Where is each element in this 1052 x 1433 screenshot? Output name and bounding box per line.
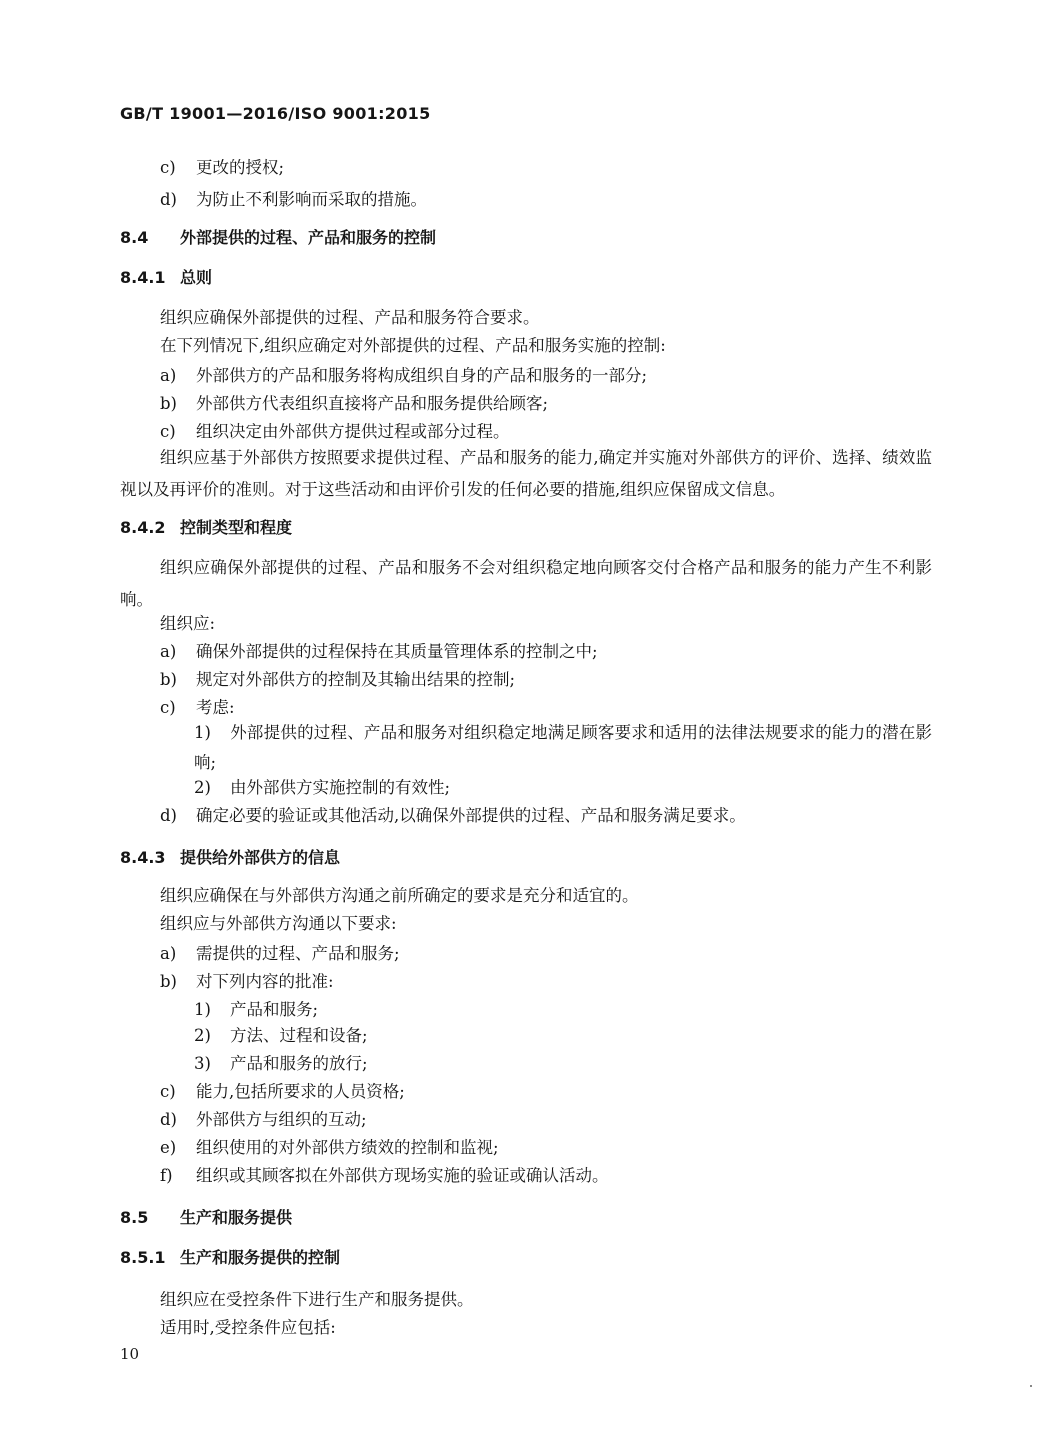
list-item bbox=[160, 1164, 609, 1188]
page-number: 10 bbox=[120, 1345, 140, 1363]
paragraph: 组织应与外部供方沟通以下要求: bbox=[160, 914, 397, 933]
section-heading-8-4-1 bbox=[120, 266, 212, 290]
list-text: 确保外部提供的过程保持在其质量管理体系的控制之中; bbox=[196, 642, 598, 661]
list-item bbox=[160, 942, 400, 966]
paragraph: 组织应: bbox=[160, 614, 216, 633]
document-header: GB/T 19001—2016/ISO 9001:2015 bbox=[120, 104, 431, 123]
list-marker: f) bbox=[160, 1166, 173, 1185]
list-item bbox=[160, 420, 510, 444]
list-item bbox=[160, 668, 515, 692]
list-text: 外部供方代表组织直接将产品和服务提供给顾客; bbox=[196, 394, 549, 413]
section-title: 控制类型和程度 bbox=[180, 518, 293, 537]
list-text: 规定对外部供方的控制及其输出结果的控制; bbox=[196, 670, 516, 689]
list-marker: e) bbox=[160, 1138, 177, 1157]
list-text: 外部供方的产品和服务将构成组织自身的产品和服务的一部分; bbox=[196, 366, 648, 385]
list-item bbox=[160, 1108, 367, 1132]
list-text: 能力,包括所要求的人员资格; bbox=[196, 1082, 405, 1101]
paragraph: 组织应基于外部供方按照要求提供过程、产品和服务的能力,确定并实施对外部供方的评价、选择、绩效监视以及再评价的准则。对于这些活动和由评价引发的任何必要的措施,组织应保留成文信息。 bbox=[120, 448, 932, 499]
section-title: 外部提供的过程、产品和服务的控制 bbox=[180, 228, 437, 247]
list-marker: b) bbox=[160, 670, 177, 689]
list-item bbox=[160, 188, 427, 212]
paragraph: 组织应确保外部提供的过程、产品和服务不会对组织稳定地向顾客交付合格产品和服务的能力产生不利影响。 bbox=[120, 558, 932, 609]
paragraph: 组织应在受控条件下进行生产和服务提供。 bbox=[160, 1290, 474, 1309]
section-number: 8.4.3 bbox=[120, 848, 166, 867]
section-title: 生产和服务提供的控制 bbox=[180, 1248, 341, 1267]
list-marker: 3) bbox=[194, 1054, 211, 1073]
list-text: 考虑: bbox=[196, 698, 235, 717]
section-number: 8.4.1 bbox=[120, 268, 166, 287]
paragraph: 组织应确保外部提供的过程、产品和服务符合要求。 bbox=[160, 308, 540, 327]
section-title: 生产和服务提供 bbox=[180, 1208, 293, 1227]
list-text: 产品和服务的放行; bbox=[230, 1054, 368, 1073]
list-item bbox=[160, 696, 235, 720]
section-heading-8-5-1 bbox=[120, 1246, 340, 1270]
list-text: 组织或其顾客拟在外部供方现场实施的验证或确认活动。 bbox=[196, 1166, 609, 1185]
list-text: 确定必要的验证或其他活动,以确保外部提供的过程、产品和服务满足要求。 bbox=[196, 806, 746, 825]
list-text: 产品和服务; bbox=[230, 1000, 319, 1019]
list-text: 外部供方与组织的互动; bbox=[196, 1110, 367, 1129]
list-marker: c) bbox=[160, 1082, 176, 1101]
list-item bbox=[160, 640, 598, 664]
paragraph: 在下列情况下,组织应确定对外部提供的过程、产品和服务实施的控制: bbox=[160, 336, 666, 355]
list-marker: c) bbox=[160, 422, 176, 441]
list-item bbox=[160, 364, 647, 388]
list-text: 由外部供方实施控制的有效性; bbox=[230, 778, 451, 797]
list-item bbox=[160, 970, 334, 994]
list-marker: 1) bbox=[194, 1000, 211, 1019]
list-marker: b) bbox=[160, 972, 177, 991]
sub-list-item bbox=[194, 776, 450, 800]
section-title: 提供给外部供方的信息 bbox=[180, 848, 341, 867]
section-number: 8.5 bbox=[120, 1208, 149, 1227]
section-heading-8-5 bbox=[120, 1206, 292, 1230]
section-number: 8.4 bbox=[120, 228, 149, 247]
section-heading-8-4-2 bbox=[120, 516, 292, 540]
section-heading-8-4 bbox=[120, 226, 436, 250]
list-marker: d) bbox=[160, 1110, 177, 1129]
scan-speck bbox=[1030, 1385, 1032, 1387]
list-marker: a) bbox=[160, 944, 177, 963]
list-marker: c) bbox=[160, 158, 176, 177]
list-marker: 2) bbox=[194, 778, 211, 797]
paragraph: 适用时,受控条件应包括: bbox=[160, 1318, 336, 1337]
list-marker: 1) bbox=[194, 723, 211, 742]
list-marker: a) bbox=[160, 366, 177, 385]
list-text: 为防止不利影响而采取的措施。 bbox=[196, 190, 427, 209]
list-marker: d) bbox=[160, 806, 177, 825]
list-item bbox=[160, 392, 548, 416]
list-text: 对下列内容的批准: bbox=[196, 972, 334, 991]
list-marker: b) bbox=[160, 394, 177, 413]
section-title: 总则 bbox=[180, 268, 213, 287]
section-number: 8.5.1 bbox=[120, 1248, 166, 1267]
list-text: 外部提供的过程、产品和服务对组织稳定地满足顾客要求和适用的法律法规要求的能力的潜在影响; bbox=[194, 723, 932, 772]
list-item bbox=[160, 1080, 405, 1104]
list-marker: d) bbox=[160, 190, 177, 209]
sub-list-item bbox=[194, 1024, 368, 1048]
list-marker: 2) bbox=[194, 1026, 211, 1045]
list-marker: c) bbox=[160, 698, 176, 717]
section-heading-8-4-3 bbox=[120, 846, 340, 870]
list-item bbox=[160, 804, 746, 828]
sub-list-item bbox=[194, 718, 932, 778]
paragraph: 组织应确保在与外部供方沟通之前所确定的要求是充分和适宜的。 bbox=[160, 886, 639, 905]
list-text: 更改的授权; bbox=[196, 158, 285, 177]
list-text: 方法、过程和设备; bbox=[230, 1026, 368, 1045]
list-text: 组织使用的对外部供方绩效的控制和监视; bbox=[196, 1138, 499, 1157]
sub-list-item bbox=[194, 1052, 368, 1076]
list-marker: a) bbox=[160, 642, 177, 661]
list-item bbox=[160, 1136, 499, 1160]
sub-list-item bbox=[194, 998, 318, 1022]
list-text: 组织决定由外部供方提供过程或部分过程。 bbox=[196, 422, 510, 441]
list-text: 需提供的过程、产品和服务; bbox=[196, 944, 400, 963]
list-item bbox=[160, 156, 284, 180]
section-number: 8.4.2 bbox=[120, 518, 166, 537]
